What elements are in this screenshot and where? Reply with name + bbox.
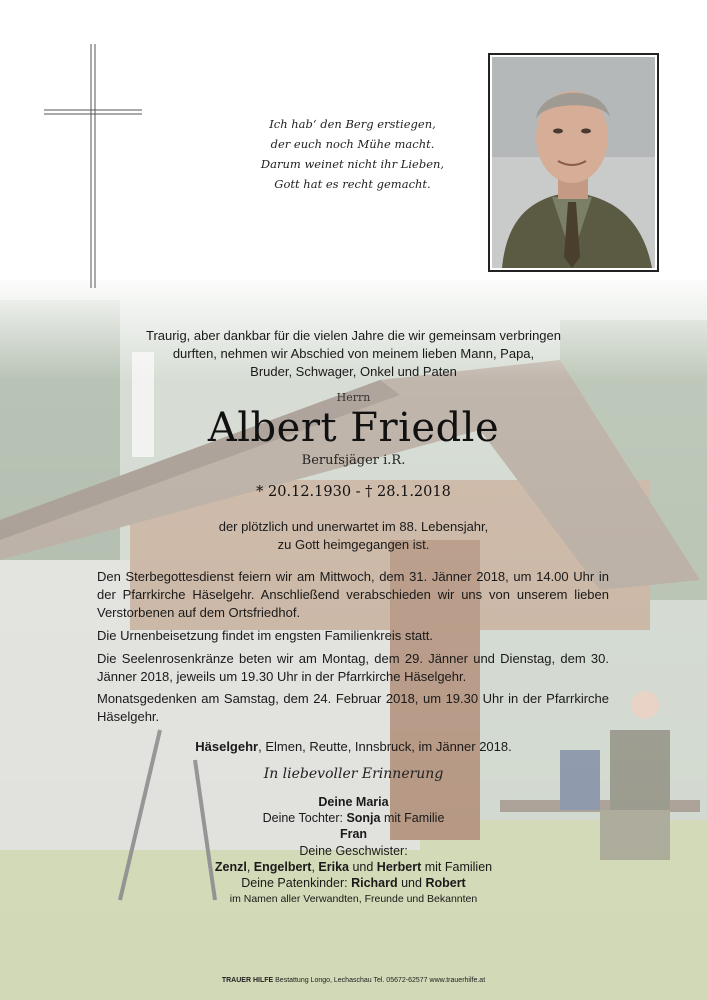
mourner-wife: Deine Maria: [318, 795, 389, 809]
intro-line: durften, nehmen wir Abschied von meinem lieben Mann, Papa,: [172, 346, 535, 361]
place-town: Häselgehr: [195, 739, 259, 754]
life-dates: * 20.12.1930 - † 28.1.2018: [256, 484, 451, 500]
poem-line: Darum weinet nicht ihr Lieben,: [260, 157, 445, 171]
poem: [200, 114, 505, 194]
portrait-image: [492, 57, 655, 268]
funeral-service-text: Den Sterbegottesdienst feiern wir am Mittwoch, dem 31. Jänner 2018, um 14.00 Uhr in der Pfarrkirche Häselgehr. Anschließend verabschieden wir uns von unserem lieben Verstorbenen auf dem Ortsfriedhof.: [97, 569, 609, 620]
footer-details: Bestattung Longo, Lechaschau Tel. 05672-62577 www.trauerhilfe.at: [273, 977, 486, 984]
mourners-list: [60, 794, 647, 907]
salutation: Herrn: [336, 391, 371, 404]
poem-line: der euch noch Mühe macht.: [270, 137, 435, 151]
portrait-photo: [488, 53, 659, 272]
siblings-heading: Deine Geschwister:: [299, 843, 408, 858]
rosary-text: Die Seelenrosenkränze beten wir am Montag, dem 29. Jänner und Dienstag, dem 30. Jänner 2018, jeweils um 19.30 Uhr in der Pfarrkirche Häselgehr.: [97, 651, 609, 684]
passing-line: zu Gott heimgegangen ist.: [277, 537, 430, 552]
passing-line: der plötzlich und unerwartet im 88. Lebensjahr,: [218, 519, 489, 534]
urn-burial-text: Die Urnenbeisetzung findet im engsten Familienkreis statt.: [97, 628, 433, 643]
mourner-daughter: Deine Tochter: Sonja mit Familie: [262, 811, 445, 826]
monthly-memorial-text: Monatsgedenken am Samstag, dem 24. Februar 2018, um 19.30 Uhr in der Pfarrkirche Häselgehr.: [97, 691, 609, 724]
intro-line: Bruder, Schwager, Onkel und Paten: [250, 364, 457, 379]
passing-text: [60, 518, 647, 554]
memory-heading: In liebevoller Erinnerung: [263, 766, 444, 782]
footer-brand: TRAUER HILFE: [221, 977, 274, 984]
cross-icon: [44, 44, 142, 288]
deceased-name: Albert Friedle: [207, 405, 500, 451]
place-date-line: [60, 739, 647, 754]
intro-text: [60, 327, 647, 381]
mourner-son: Fran: [339, 827, 368, 842]
mourner-siblings: Zenzl, Engelbert, Erika und Herbert mit Familien: [214, 859, 493, 874]
deceased-title: Berufsjäger i.R.: [301, 453, 406, 468]
poem-line: Gott hat es recht gemacht.: [274, 177, 431, 191]
mourners-closing: im Namen aller Verwandten, Freunde und Bekannten: [229, 893, 478, 906]
mourner-godchildren: Deine Patenkinder: Richard und Robert: [241, 876, 466, 891]
poem-line: Ich hab‘ den Berg erstiegen,: [269, 117, 436, 131]
intro-line: Traurig, aber dankbar für die vielen Jahre die wir gemeinsam verbringen: [145, 328, 561, 343]
place-rest: , Elmen, Reutte, Innsbruck, im Jänner 2018.: [258, 739, 512, 754]
footer: [60, 977, 647, 984]
